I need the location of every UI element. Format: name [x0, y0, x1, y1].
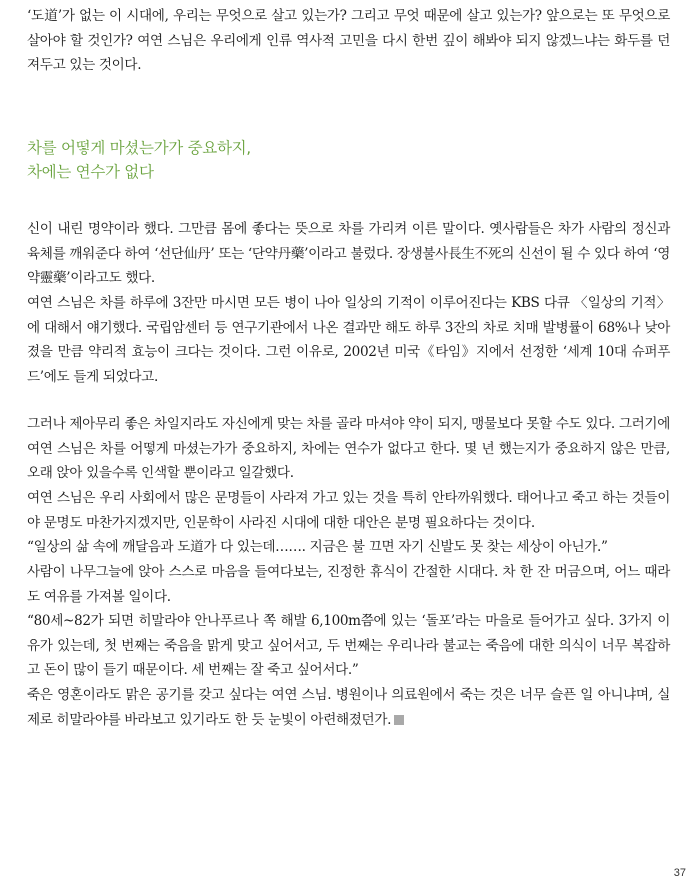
closing-paragraph	[27, 683, 670, 732]
end-mark-icon	[394, 715, 404, 725]
body-paragraph: 여연 스님은 우리 사회에서 많은 문명들이 사라져 가고 있는 것을 특히 안타까워했다. 태어나고 죽고 하는 것들이야 문명도 마찬가지겠지만, 인문학이 사라진 시대에 대한 대안은 분명 필요하다는 것이다.	[27, 490, 670, 531]
intro-paragraph: ‘도道’가 없는 이 시대에, 우리는 무엇으로 살고 있는가? 그리고 무엇 때문에 살고 있는가? 앞으로는 또 무엇으로 살아야 할 것인가? 여연 스님은 우리에게 인류 역사적 고민을 다시 한번 깊이 해봐야 되지 않겠느냐는 화두를 던져두고 있는 것이다.	[27, 8, 670, 73]
section-heading-line-2: 차에는 연수가 없다	[27, 163, 154, 181]
body-paragraph: 여연 스님은 차를 하루에 3잔만 마시면 모든 병이 나아 일상의 기적이 이루어진다는 KBS 다큐 〈일상의 기적〉에 대해서 얘기했다. 국립암센터 등 연구기관에서 나온 결과만 해도 하루 3잔의 차로 치매 발병률이 68%나 낮아졌을 만큼 약리적 효능이 크다는 것이다. 그런 이유로, 2002년 미국《타임》지에서 선정한 ‘세계 10대 슈퍼푸드’에도 들게 되었다고.	[27, 295, 670, 385]
body-quote: “일상의 삶 속에 깨달음과 도道가 다 있는데……. 지금은 불 끄면 자기 신발도 못 찾는 세상이 아닌가.”	[27, 539, 608, 555]
body-quote: “80세~82가 되면 히말라야 안나푸르나 쪽 해발 6,100m쯤에 있는 ‘돌포’라는 마을로 들어가고 싶다. 3가지 이유가 있는데, 첫 번째는 죽음을 맑게 맞고 싶어서고, 두 번째는 우리나라 불교는 죽음에 대한 의식이 너무 복잡하고 돈이 많이 들기 때문이다. 세 번째는 잘 죽고 싶어서다.”	[27, 613, 670, 678]
body-paragraph: 그러나 제아무리 좋은 차일지라도 자신에게 맞는 차를 골라 마셔야 약이 되지, 맹물보다 못할 수도 있다. 그러기에 여연 스님은 차를 어떻게 마셨는가가 중요하지, 차에는 연수가 없다고 한다. 몇 년 했는지가 중요하지 않은 만큼, 오래 앉아 있을수록 인색할 뿐이라고 일갈했다.	[27, 416, 670, 481]
page-number: 37	[673, 867, 686, 879]
closing-paragraph-text: 죽은 영혼이라도 맑은 공기를 갖고 싶다는 여연 스님. 병원이나 의료원에서 죽는 것은 너무 슬픈 일 아니냐며, 실제로 히말라야를 바라보고 있기라도 한 듯 눈빛이 아련해졌던가.	[27, 687, 670, 728]
section-heading	[27, 136, 667, 184]
body-paragraph: 신이 내린 명약이라 했다. 그만큼 몸에 좋다는 뜻으로 차를 가리켜 이른 말이다. 옛사람들은 차가 사람의 정신과 육체를 깨워준다 하여 ‘선단仙丹’ 또는 ‘단약丹藥’이라고 불렀다. 장생불사長生不死의 신선이 될 수 있다 하여 ‘영약靈藥’이라고도 했다.	[27, 221, 670, 286]
section-heading-line-1: 차를 어떻게 마셨는가가 중요하지,	[27, 139, 251, 157]
body-paragraph: 사람이 나무그늘에 앉아 스스로 마음을 들여다보는, 진정한 휴식이 간절한 시대다. 차 한 잔 머금으며, 어느 때라도 여유를 가져볼 일이다.	[27, 564, 670, 605]
